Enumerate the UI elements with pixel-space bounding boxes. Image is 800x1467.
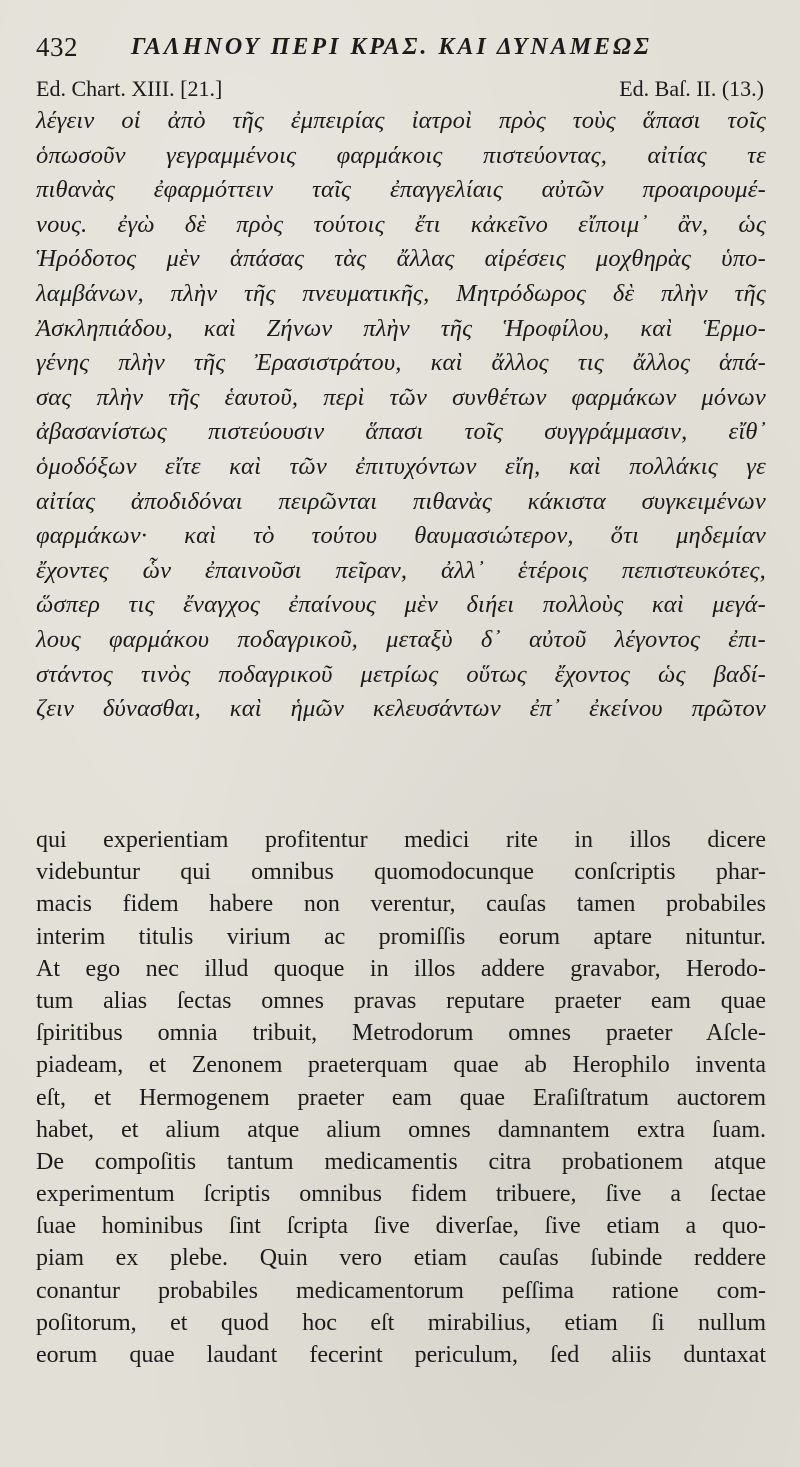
greek-text-block [36, 104, 766, 727]
latin-text-line: At ego nec illud quoque in illos addere gravabor, Herodo- [36, 955, 766, 982]
latin-text-line: experimentum ſcriptis omnibus fidem tribuere, ſive a ſectae [36, 1181, 766, 1208]
greek-text-line: πιθανὰς ἐφαρμόττειν ταῖς ἐπαγγελίαις αὐτῶν προαιρουμέ- [36, 176, 766, 204]
greek-text-line: Ἡρόδοτος μὲν ἁπάσας τὰς ἄλλας αἱρέσεις μοχθηρὰς ὑπο- [36, 245, 766, 273]
greek-text-line: ὁμοδόξων εἴτε καὶ τῶν ἐπιτυχόντων εἴη, καὶ πολλάκις γε [36, 452, 766, 480]
running-head [36, 30, 776, 66]
edition-references [36, 76, 764, 106]
greek-text-line: λαμβάνων, πλὴν τῆς πνευματικῆς, Μητρόδωρος δὲ πλὴν τῆς [36, 279, 766, 307]
latin-text-line: eſt, et Hermogenem praeter eam quae Eraſiſtratum auctorem [36, 1084, 766, 1111]
latin-text-line: piam ex plebe. Quin vero etiam cauſas ſubinde reddere [36, 1245, 766, 1272]
page-number: 432 [36, 32, 78, 62]
greek-text-line: Ἀσκληπιάδου, καὶ Ζήνων πλὴν τῆς Ἡροφίλου, καὶ Ἑρμο- [36, 314, 766, 342]
greek-text-line: ζειν δύνασθαι, καὶ ἡμῶν κελευσάντων ἐπ᾽ ἐκείνου πρῶτον [36, 695, 766, 723]
greek-text-line: ὥσπερ τις ἔναγχος ἐπαίνους μὲν διήει πολλοὺς καὶ μεγά- [36, 591, 766, 619]
greek-text-line: ὁπωσοῦν γεγραμμένοις φαρμάκοις πιστεύοντας, αἰτίας τε [36, 141, 766, 169]
latin-text-line: tum alias ſectas omnes pravas reputare praeter eam quae [36, 987, 766, 1014]
edition-chartier-ref: Ed. Chart. XIII. [21.] [36, 76, 223, 101]
greek-text-line: ἀβασανίστως πιστεύουσιν ἅπασι τοῖς συγγράμμασιν, εἴθ᾽ [36, 418, 766, 446]
latin-text-line: ſpiritibus omnia tribuit, Metrodorum omnes praeter Aſcle- [36, 1020, 766, 1047]
greek-text-line: λους φαρμάκου ποδαγρικοῦ, μεταξὺ δ᾽ αὐτοῦ λέγοντος ἐπι- [36, 625, 766, 653]
latin-text-line: De compoſitis tantum medicamentis citra probationem atque [36, 1148, 766, 1175]
greek-text-line: στάντος τινὸς ποδαγρικοῦ μετρίως οὕτως ἔχοντος ὡς βαδί- [36, 660, 766, 688]
latin-text-line: ſuae hominibus ſint ſcripta ſive diverſae, ſive etiam a quo- [36, 1213, 766, 1240]
running-title: ΓΑΛΗΝΟΥ ΠΕΡΙ ΚΡΑΣ. ΚΑΙ ΔΥΝΑΜΕΩΣ [131, 34, 652, 60]
greek-text-line: αἰτίας ἀποδιδόναι πειρῶνται πιθανὰς κάκιστα συγκειμένων [36, 487, 766, 515]
latin-text-line: macis fidem habere non verentur, cauſas tamen probabiles [36, 891, 766, 918]
latin-text-line: interim titulis virium ac promiſſis eorum aptare nituntur. [36, 923, 766, 950]
latin-text-block [36, 824, 766, 1371]
latin-text-line: poſitorum, et quod hoc eſt mirabilius, etiam ſi nullum [36, 1309, 766, 1336]
latin-text-line: piadeam, et Zenonem praeterquam quae ab Herophilo inventa [36, 1052, 766, 1079]
greek-text-line: φαρμάκων· καὶ τὸ τούτου θαυμασιώτερον, ὅτι μηδεμίαν [36, 522, 766, 550]
greek-text-line: γένης πλὴν τῆς Ἐρασιστράτου, καὶ ἄλλος τις ἄλλος ἁπά- [36, 349, 766, 377]
latin-text-line: eorum quae laudant fecerint periculum, ſed aliis duntaxat [36, 1342, 766, 1368]
edition-basel-ref: Ed. Baſ. II. (13.) [619, 76, 764, 101]
latin-text-line: videbuntur qui omnibus quomodocunque conſcriptis phar- [36, 859, 766, 886]
greek-text-line: σας πλὴν τῆς ἑαυτοῦ, περὶ τῶν συνθέτων φαρμάκων μόνων [36, 383, 766, 411]
latin-text-line: conantur probabiles medicamentorum peſſima ratione com- [36, 1277, 766, 1304]
greek-text-line: ἔχοντες ὧν ἐπαινοῦσι πεῖραν, ἀλλ᾽ ἑτέροις πεπιστευκότες, [36, 556, 766, 584]
greek-text-line: λέγειν οἱ ἀπὸ τῆς ἐμπειρίας ἰατροὶ πρὸς τοὺς ἅπασι τοῖς [36, 107, 766, 134]
greek-text-line: νους. ἐγὼ δὲ πρὸς τούτοις ἔτι κἀκεῖνο εἴποιμ᾽ ἂν, ὡς [36, 210, 766, 238]
latin-text-line: qui experientiam profitentur medici rite in illos dicere [36, 827, 766, 853]
latin-text-line: habet, et alium atque alium omnes damnantem extra ſuam. [36, 1116, 766, 1143]
